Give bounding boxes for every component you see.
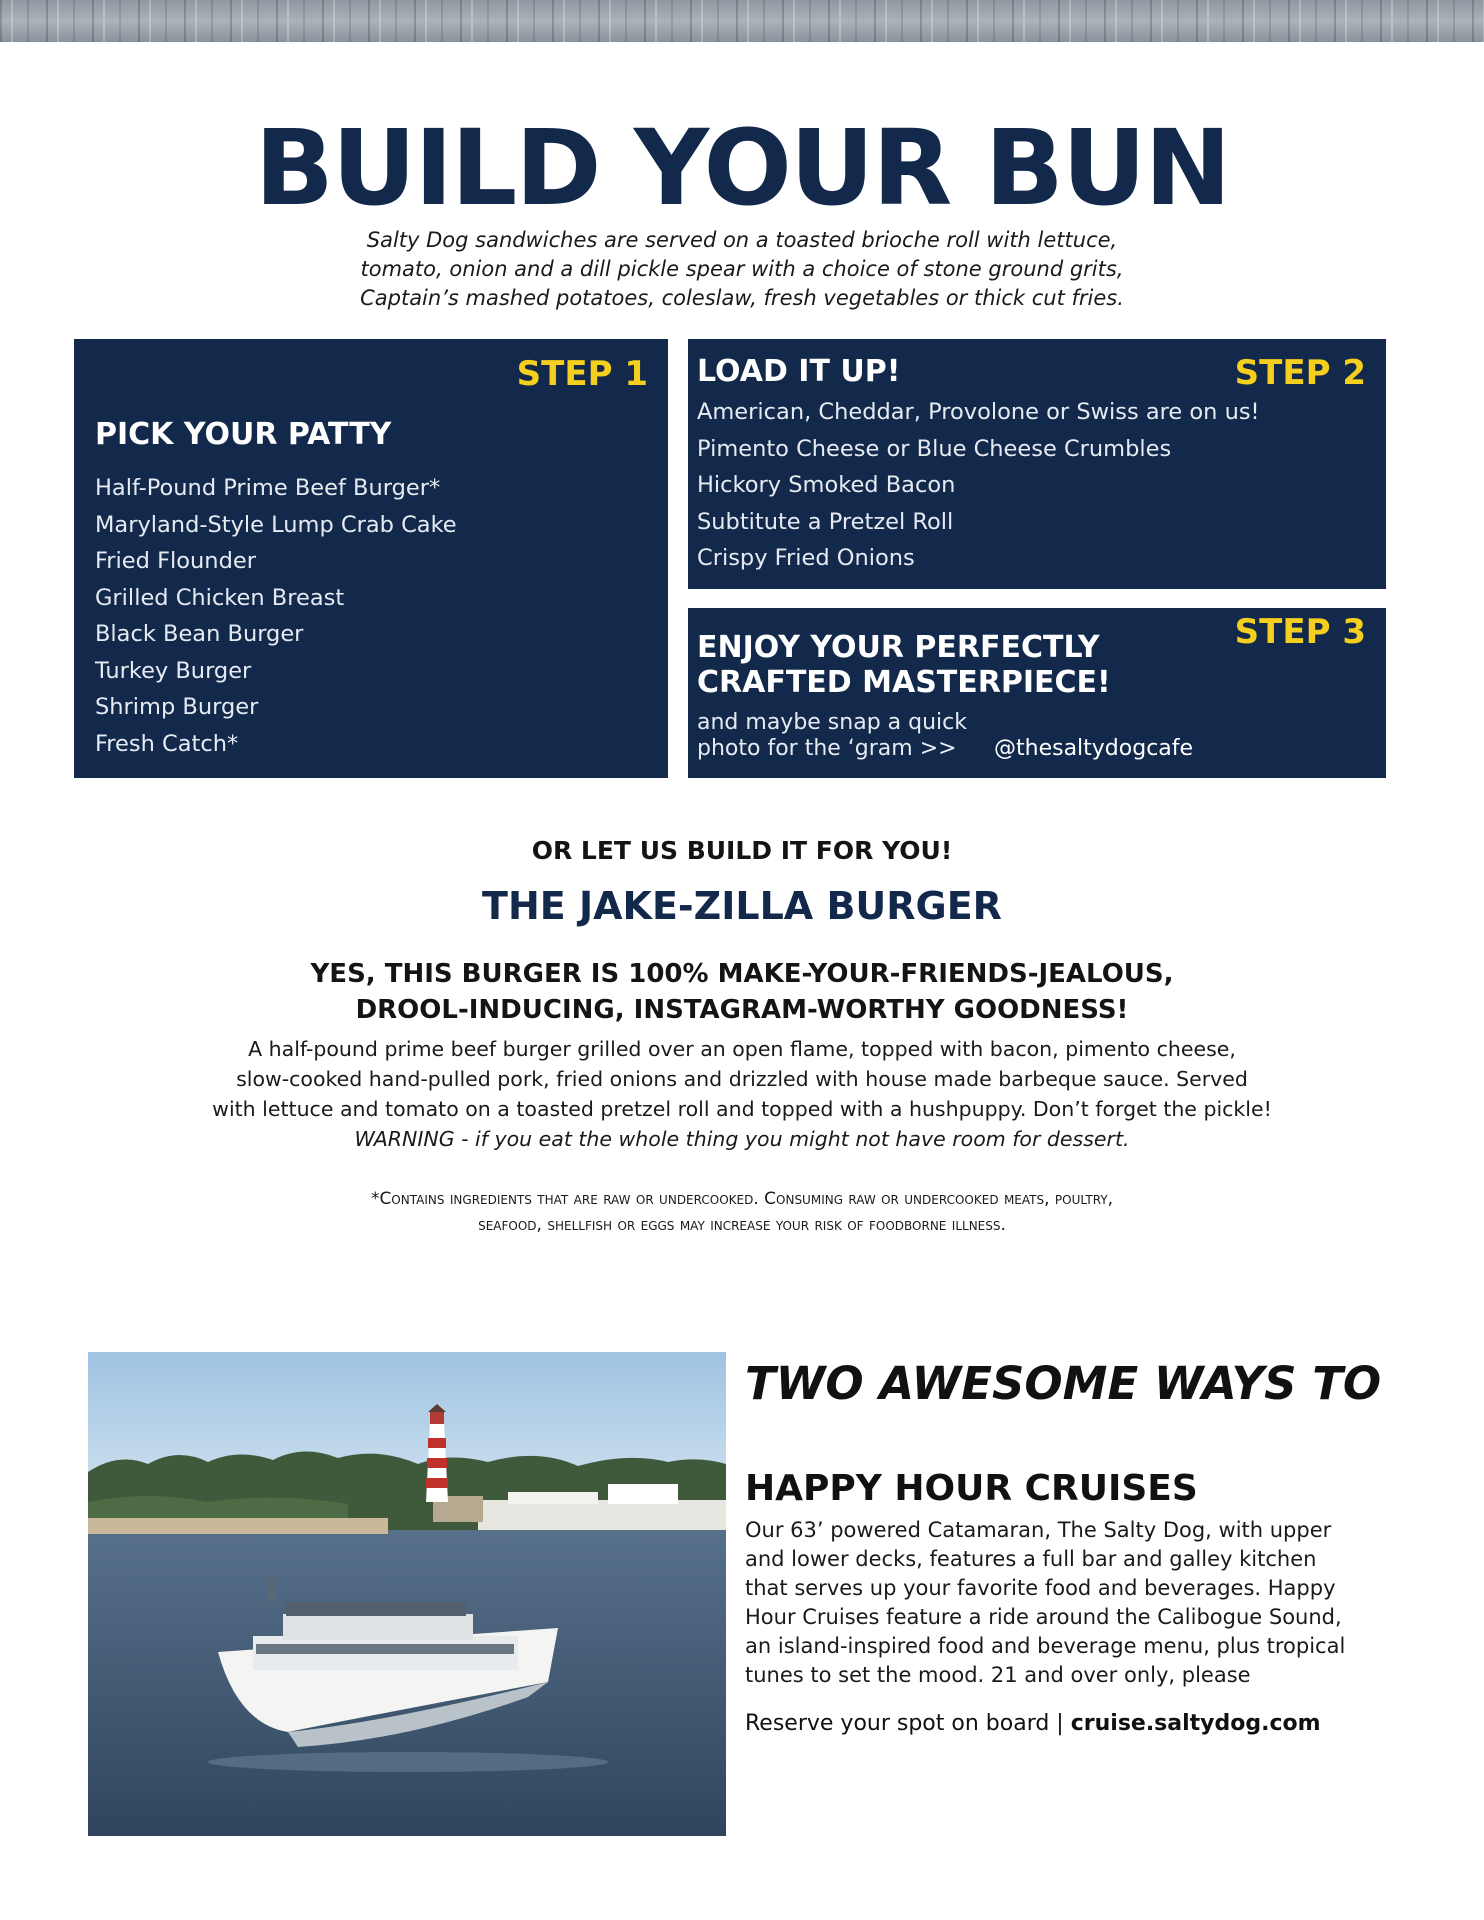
featured-tagline <box>0 956 1484 1028</box>
step3-note <box>697 710 967 762</box>
cruise-body-line: Our 63’ powered Catamaran, The Salty Dog, with upper <box>745 1518 1332 1542</box>
step1-box <box>74 339 668 778</box>
patty-list <box>95 470 457 762</box>
description-line: slow-cooked hand-pulled pork, fried onions and drizzled with house made barbeque sauce. Served <box>236 1067 1248 1091</box>
step3-heading <box>697 630 1111 700</box>
reserve-line <box>745 1707 1385 1741</box>
list-item: Grilled Chicken Breast <box>95 584 345 611</box>
list-item: Pimento Cheese or Blue Cheese Crumbles <box>697 435 1172 462</box>
step3-label: STEP 3 <box>1234 612 1366 652</box>
step3-heading-line: CRAFTED MASTERPIECE! <box>697 665 1111 700</box>
list-item: Black Bean Burger <box>95 621 304 647</box>
intro-line: Salty Dog sandwiches are served on a toasted brioche roll with lettuce, <box>366 228 1118 252</box>
list-item: Fresh Catch* <box>95 730 239 757</box>
cruise-body-line: and lower decks, features a full bar and galley kitchen <box>745 1547 1317 1571</box>
cruise-photo <box>88 1352 726 1836</box>
disclaimer-line: *Contains ingredients that are raw or undercooked. Consuming raw or undercooked meats, poultry, <box>370 1189 1114 1209</box>
featured-description <box>0 1034 1484 1154</box>
intro-line: Captain’s mashed potatoes, coleslaw, fresh vegetables or thick cut fries. <box>360 286 1124 310</box>
description-line: with lettuce and tomato on a toasted pretzel roll and topped with a hushpuppy. Don’t forget the pickle! <box>212 1097 1272 1121</box>
reserve-text: Reserve your spot on board | <box>745 1711 1071 1736</box>
disclaimer-line: seafood, shellfish or eggs may increase your risk of foodborne illness. <box>478 1215 1006 1235</box>
wood-banner <box>0 0 1484 42</box>
warning-line: WARNING - if you eat the whole thing you might not have room for dessert. <box>354 1127 1130 1151</box>
step2-heading: LOAD IT UP! <box>697 354 901 389</box>
list-item: American, Cheddar, Provolone or Swiss are on us! <box>697 399 1260 425</box>
cruise-body-line: that serves up your favorite food and beverages. Happy <box>745 1576 1336 1600</box>
cruise-section-title: HAPPY HOUR CRUISES <box>745 1468 1198 1509</box>
cruise-body-line: Hour Cruises feature a ride around the Calibogue Sound, <box>745 1605 1342 1629</box>
list-item: Shrimp Burger <box>95 694 259 720</box>
intro-text <box>292 226 1192 313</box>
cruise-body-line: an island-inspired food and beverage menu, plus tropical <box>745 1634 1346 1658</box>
featured-kicker: OR LET US BUILD IT FOR YOU! <box>531 836 953 865</box>
cruise-body-line: tunes to set the mood. 21 and over only, please <box>745 1663 1251 1687</box>
step3-note-line: photo for the ‘gram >> <box>697 736 957 761</box>
instagram-handle-link[interactable]: @thesaltydogcafe <box>994 736 1194 761</box>
list-item: Crispy Fried Onions <box>697 545 915 571</box>
list-item: Maryland-Style Lump Crab Cake <box>95 511 457 538</box>
step1-heading: PICK YOUR PATTY <box>95 417 392 452</box>
step1-label: STEP 1 <box>516 354 648 394</box>
list-item: Subtitute a Pretzel Roll <box>697 508 954 535</box>
cruise-headline: TWO AWESOME WAYS TO <box>745 1357 1382 1410</box>
step2-label: STEP 2 <box>1234 353 1366 393</box>
intro-line: tomato, onion and a dill pickle spear with a choice of stone ground grits, <box>360 257 1124 281</box>
step2-box <box>688 339 1386 589</box>
step3-note-line: and maybe snap a quick <box>697 710 967 735</box>
list-item: Hickory Smoked Bacon <box>697 472 956 498</box>
description-line: A half-pound prime beef burger grilled over an open flame, topped with bacon, pimento cheese, <box>248 1037 1236 1061</box>
tagline-line: YES, THIS BURGER IS 100% MAKE-YOUR-FRIENDS-JEALOUS, <box>310 959 1174 989</box>
step3-heading-line: ENJOY YOUR PERFECTLY <box>697 630 1100 665</box>
cruise-website-link[interactable]: cruise.saltydog.com <box>1070 1711 1321 1736</box>
toppings-list <box>697 394 1260 577</box>
step3-box <box>688 608 1386 778</box>
featured-burger-name: THE JAKE-ZILLA BURGER <box>482 884 1002 928</box>
list-item: Turkey Burger <box>95 657 252 684</box>
cruise-body <box>745 1516 1385 1690</box>
list-item: Fried Flounder <box>95 548 256 574</box>
list-item: Half-Pound Prime Beef Burger* <box>95 475 441 501</box>
disclaimer <box>0 1186 1484 1238</box>
tagline-line: DROOL-INDUCING, INSTAGRAM-WORTHY GOODNESS! <box>355 995 1129 1025</box>
page-title: BUILD YOUR BUN <box>254 107 1230 229</box>
